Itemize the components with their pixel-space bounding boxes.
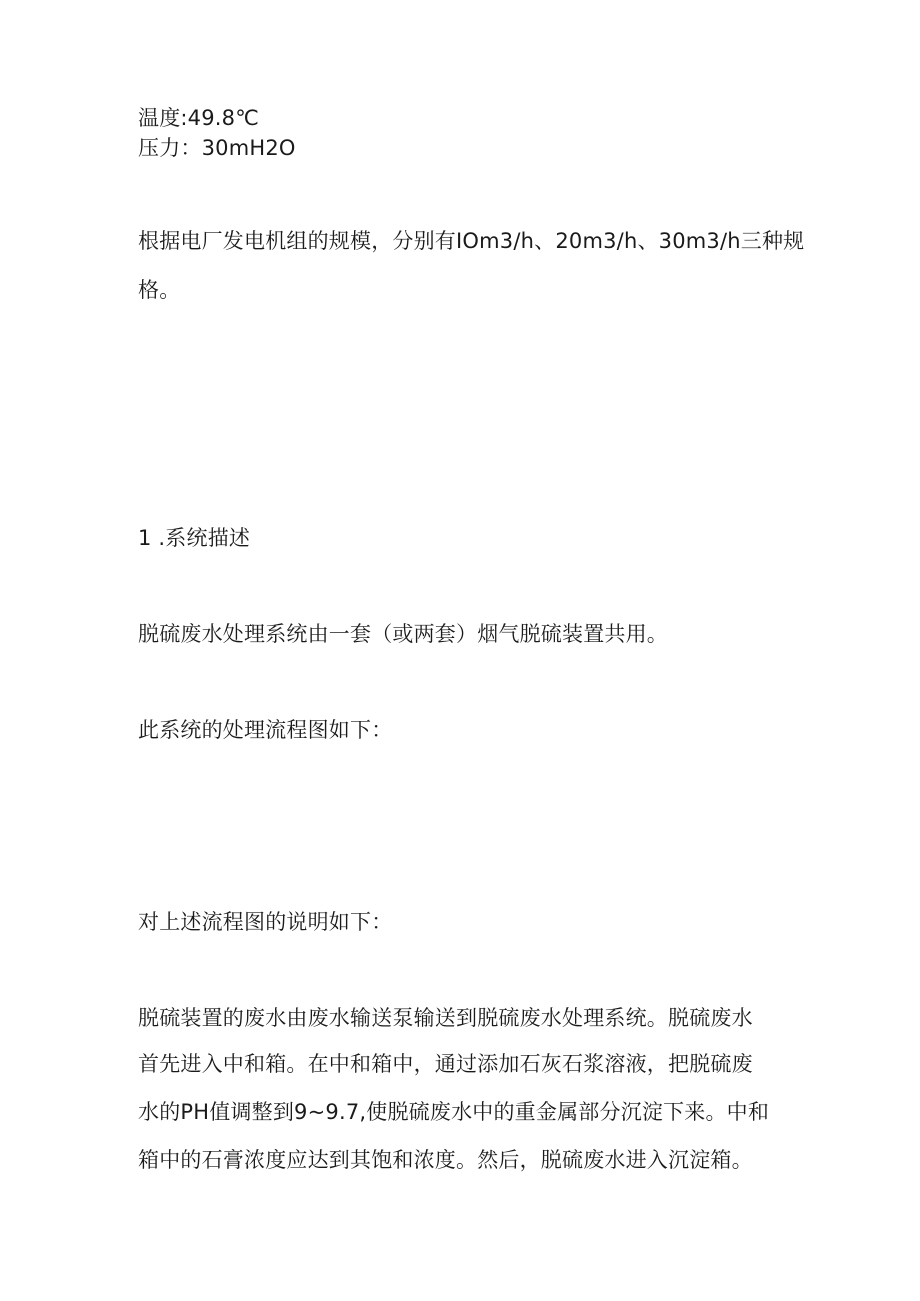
flow-intro-text: 此系统的处理流程图如下： [138,718,393,742]
section-heading: 1 .系统描述 [138,526,251,550]
flow-explain-intro-text: 对上述流程图的说明如下： [138,910,393,934]
process-paragraph-line-3: 水的PH值调整到9~9.7,使脱硫废水中的重金属部分沉淀下来。中和 [138,1100,770,1124]
process-paragraph-line-4: 箱中的石膏浓度应达到其饱和浓度。然后，脱硫废水进入沉淀箱。 [138,1148,753,1172]
spec-paragraph-line-2: 格。 [138,278,181,302]
spec-paragraph-line-1: 根据电厂发电机组的规模，分别有IOm3/h、20m3/h、30m3∕h三种规 [138,229,805,253]
pressure-text: 压力：30mH2O [138,136,296,160]
temperature-text: 温度:49.8℃ [138,106,260,130]
system-description-text: 脱硫废水处理系统由一套（或两套）烟气脱硫装置共用。 [138,622,668,646]
process-paragraph-line-2: 首先进入中和箱。在中和箱中，通过添加石灰石浆溶液，把脱硫废 [138,1052,753,1076]
process-paragraph-line-1: 脱硫装置的废水由废水输送泵输送到脱硫废水处理系统。脱硫废水 [138,1006,753,1030]
